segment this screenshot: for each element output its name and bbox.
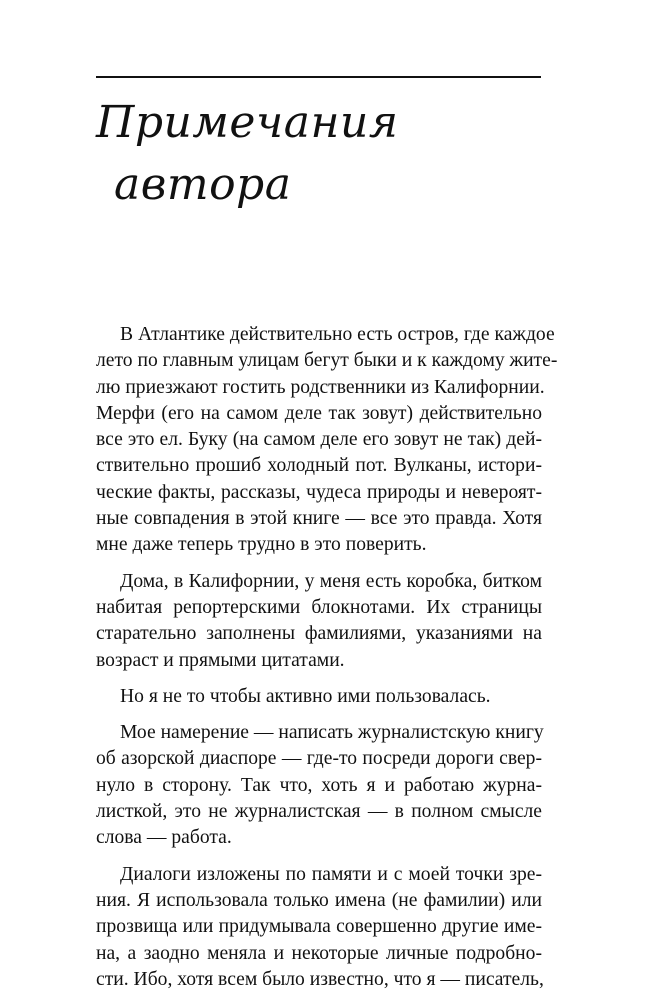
paragraph [96,569,542,674]
top-rule [96,76,541,78]
paragraph-line: прозвища или придумывала совершенно другие име- [96,916,542,938]
paragraph-line: Мое намерение — написать журналистскую книгу [120,722,544,744]
chapter-heading [96,92,516,216]
heading-line-2: автора [114,159,292,210]
paragraph-line: Мерфи (его на самом деле так зовут) действительно [96,402,542,424]
paragraph-line: ния. Я использовала только имена (не фамилии) или [96,889,542,911]
paragraph-line: Диалоги изложены по памяти и с моей точки зре- [120,863,542,885]
paragraph-line: на, а заодно меняла и некоторые личные подробно- [96,942,542,964]
body-text [96,322,558,1003]
paragraph-line: сти. Ибо, хотя всем было известно, что я — писатель, [96,968,544,990]
paragraph-line: возраст и прямыми цитатами. [96,649,345,671]
paragraph-line: об азорской диаспоре — где-то посреди дороги свер- [96,748,542,770]
paragraph-line: ствительно прошиб холодный пот. Вулканы, истори- [96,455,542,477]
paragraph-line: старательно заполнены фамилиями, указаниями на [96,623,542,645]
paragraph-line: ческие факты, рассказы, чудеса природы и невероят- [96,481,542,503]
paragraph-line: набитая репортерскими блокнотами. Их страницы [96,596,542,618]
paragraph-line: Но я не то чтобы активно ими пользовалась. [120,685,491,707]
paragraph-line: В Атлантике действительно есть остров, где каждое [120,324,555,345]
paragraph-line: ные совпадения в этой книге — все это правда. Хотя [96,508,542,530]
paragraph [96,862,542,993]
paragraph-line: лю приезжают гостить родственники из Калифорнии. [96,376,545,398]
paragraph [96,720,542,851]
paragraph-line: Дома, в Калифорнии, у меня есть коробка, битком [120,570,542,592]
paragraph-line: все это ел. Буку (на самом деле его зовут не так) дей- [96,429,542,451]
paragraph-line: нуло в сторону. Так что, хоть я и работаю журна- [96,774,542,796]
heading-line-1: Примечания [96,97,399,148]
paragraph-line: слова — работа. [96,827,232,849]
paragraph [96,684,542,710]
paragraph-line: листкой, это не журналистская — в полном смысле [96,801,542,823]
paragraph-line: мне даже теперь трудно в это поверить. [96,534,427,556]
paragraph [96,322,558,559]
paragraph-line: лето по главным улицам бегут быки и к каждому жите- [96,350,558,372]
